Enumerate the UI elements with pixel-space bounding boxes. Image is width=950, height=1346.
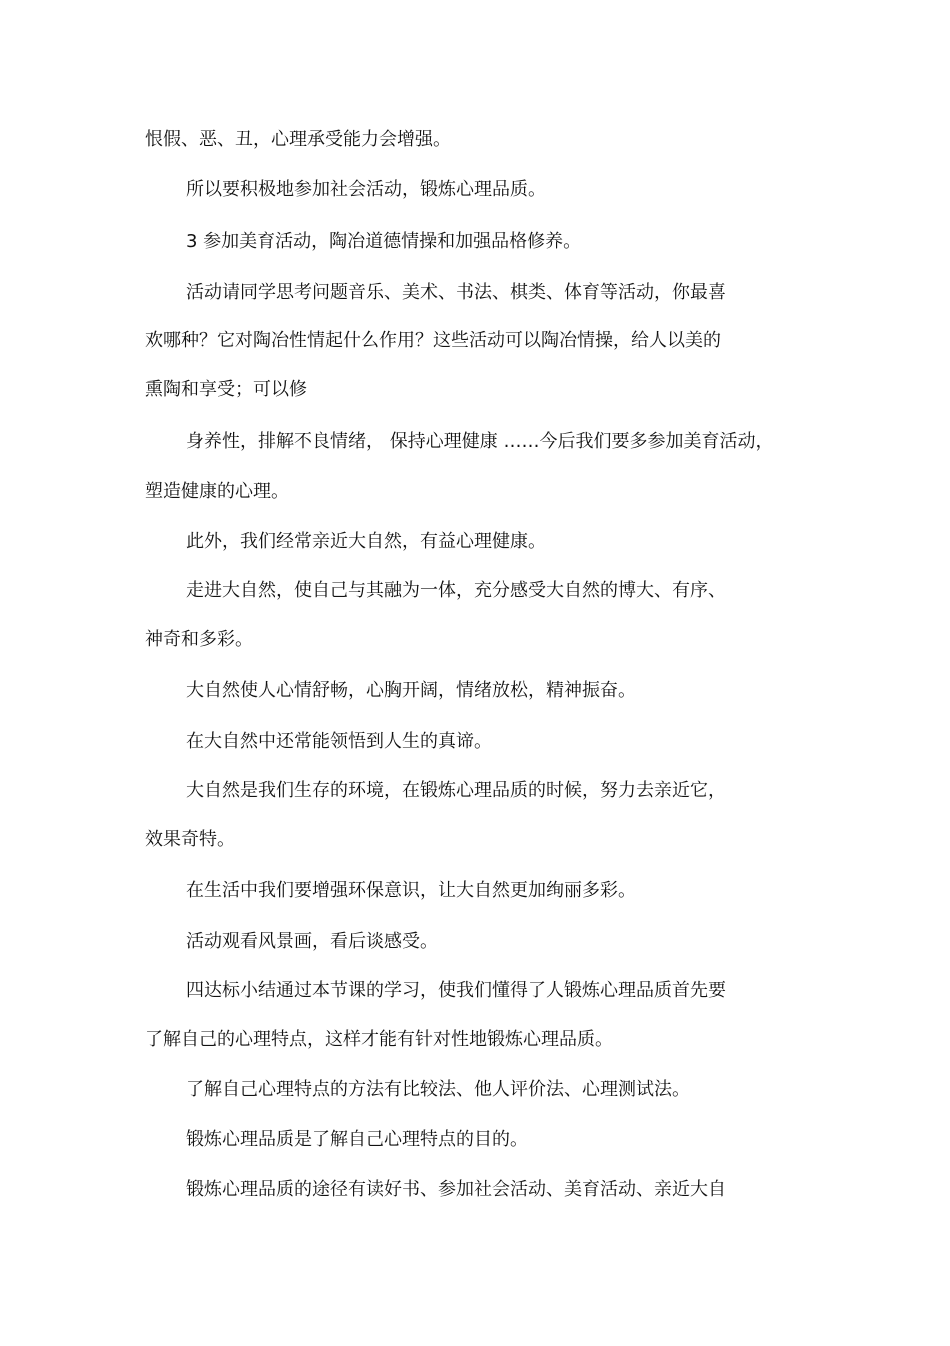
paragraph-line: 此外，我们经常亲近大自然，有益心理健康。 (186, 531, 546, 552)
paragraph-line: 大自然是我们生存的环境，在锻炼心理品质的时候，努力去亲近它， (186, 780, 726, 801)
paragraph-line: 效果奇特。 (145, 829, 235, 850)
paragraph-line: 3 参加美育活动，陶冶道德情操和加强品格修养。 (186, 231, 582, 252)
paragraph-line: 在大自然中还常能领悟到人生的真谛。 (186, 731, 492, 752)
paragraph-line: 活动请同学思考问题音乐、美术、书法、棋类、体育等活动，你最喜 (186, 282, 726, 303)
paragraph-line: 在生活中我们要增强环保意识，让大自然更加绚丽多彩。 (186, 880, 636, 901)
paragraph-line: 了解自己的心理特点，这样才能有针对性地锻炼心理品质。 (145, 1029, 613, 1050)
paragraph-line: 欢哪种？它对陶冶性情起什么作用？这些活动可以陶冶情操，给人以美的 (145, 330, 721, 351)
paragraph-line: 塑造健康的心理。 (145, 481, 289, 502)
paragraph-line: 锻炼心理品质的途径有读好书、参加社会活动、美育活动、亲近大自 (186, 1179, 726, 1200)
paragraph-line: 恨假、恶、丑，心理承受能力会增强。 (145, 129, 451, 150)
paragraph-line: 神奇和多彩。 (145, 629, 253, 650)
paragraph-line: 所以要积极地参加社会活动，锻炼心理品质。 (186, 179, 546, 200)
paragraph-line: 四达标小结通过本节课的学习，使我们懂得了人锻炼心理品质首先要 (186, 980, 726, 1001)
paragraph-line: 走进大自然，使自己与其融为一体，充分感受大自然的博大、有序、 (186, 580, 726, 601)
paragraph-line: 锻炼心理品质是了解自己心理特点的目的。 (186, 1129, 528, 1150)
paragraph-line: 身养性，排解不良情绪， 保持心理健康 ……今后我们要多参加美育活动， (186, 431, 774, 452)
paragraph-line: 大自然使人心情舒畅，心胸开阔，情绪放松，精神振奋。 (186, 680, 636, 701)
paragraph-line: 了解自己心理特点的方法有比较法、他人评价法、心理测试法。 (186, 1079, 690, 1100)
paragraph-line: 活动观看风景画，看后谈感受。 (186, 931, 438, 952)
paragraph-line: 熏陶和享受；可以修 (145, 379, 307, 400)
